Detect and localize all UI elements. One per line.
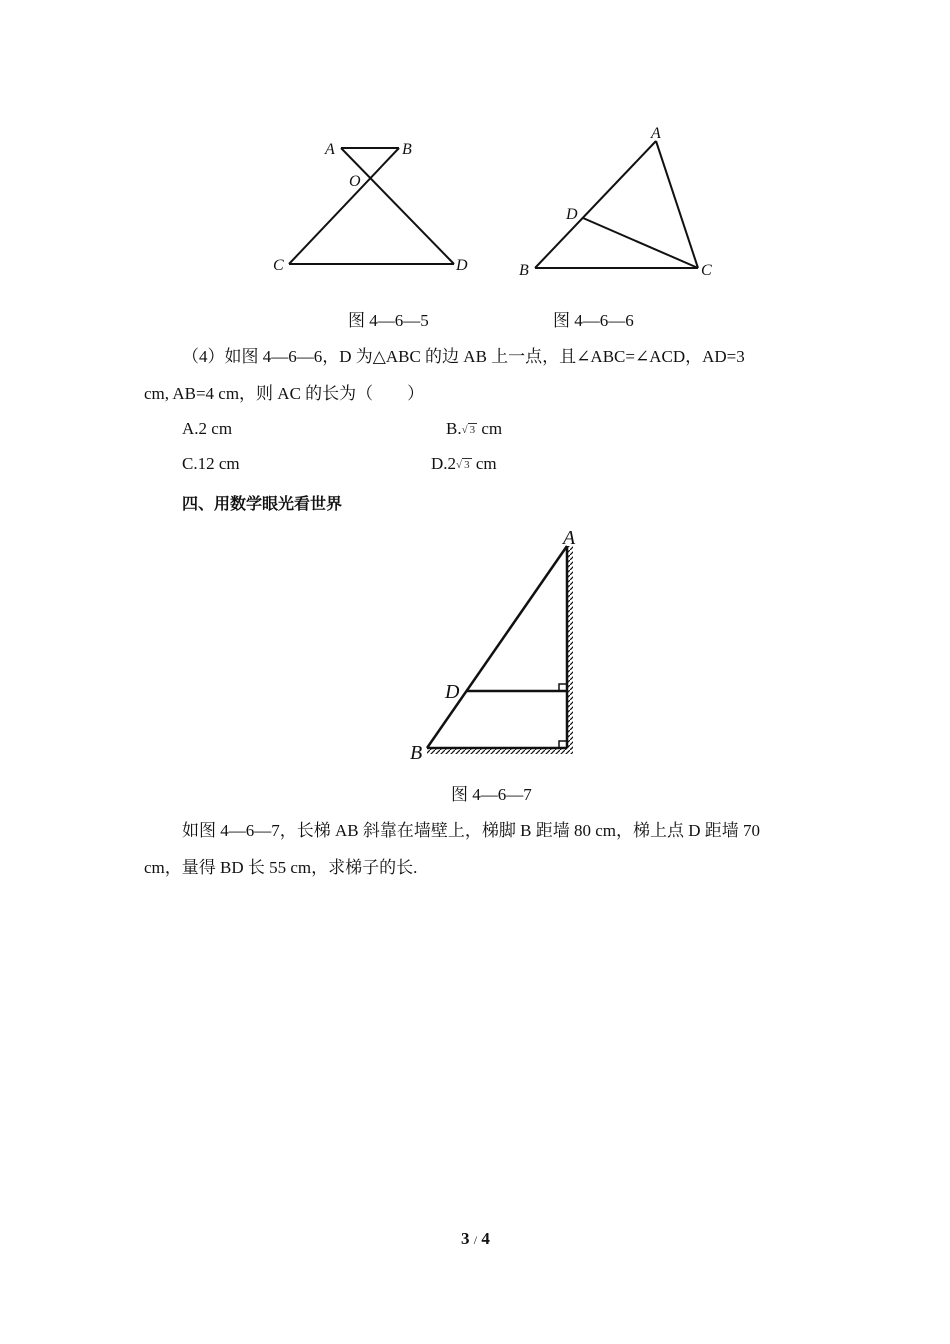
option-b-prefix: B. [446, 419, 462, 438]
label-b: B [410, 742, 423, 764]
caption-4-6-5: 图 4—6—5 [348, 311, 429, 330]
option-b-radicand: 3 [469, 424, 476, 436]
option-b-unit: cm [481, 419, 503, 438]
caption-4-6-6: 图 4—6—6 [553, 311, 634, 330]
section-heading: 四、用数学眼光看世界 [182, 494, 343, 513]
label-o: O [349, 173, 361, 190]
label-a: A [651, 125, 661, 142]
figure-4-6-7-lines [427, 546, 567, 748]
page-current: 3 [461, 1229, 470, 1248]
page-total: 4 [481, 1229, 490, 1248]
option-c: C.12 cm [182, 454, 240, 473]
sqrt-icon: √ 3 [461, 424, 476, 436]
label-b: B [402, 141, 412, 158]
label-d: D [445, 681, 460, 703]
label-a: A [325, 141, 335, 158]
option-a: A.2 cm [182, 419, 233, 438]
label-b: B [519, 262, 529, 279]
label-a: A [563, 527, 576, 549]
question-4-line-1: （4）如图 4—6—6，D 为△ABC 的边 AB 上一点，且∠ABC=∠ACD，AD=3 [182, 347, 745, 366]
label-c: C [701, 262, 712, 279]
label-c: C [273, 257, 284, 274]
problem-line-1: 如图 4—6—7，长梯 AB 斜靠在墙壁上，梯脚 B 距墙 80 cm，梯上点 D 距墙 70 [182, 821, 760, 840]
option-d-radicand: 3 [464, 459, 470, 471]
page-separator: / [473, 1233, 478, 1247]
label-d: D [566, 206, 578, 223]
option-d-prefix: D.2 [431, 454, 457, 473]
page-number [461, 1229, 490, 1249]
question-4-line-2: cm, AB=4 cm，则 AC 的长为（ ） [144, 384, 425, 403]
label-d: D [456, 257, 468, 274]
caption-4-6-7: 图 4—6—7 [451, 785, 532, 804]
sqrt-icon: √ 3 [456, 459, 470, 471]
option-d-unit: cm [475, 454, 497, 473]
problem-line-2: cm，量得 BD 长 55 cm，求梯子的长. [144, 858, 418, 877]
